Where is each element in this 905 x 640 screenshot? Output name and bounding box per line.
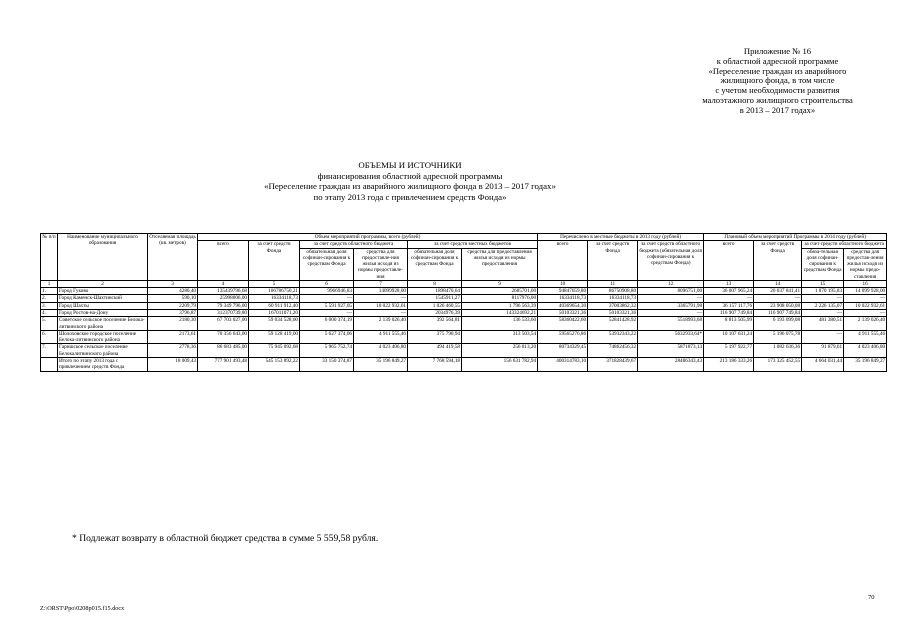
- header-planned-excess: средства для предостав-ления жилья исходя из нормы предо-ставления: [844, 248, 887, 280]
- value-cell: 4 911 555,46: [354, 330, 408, 344]
- header-volume-fund: за счет средств Фонда: [249, 241, 300, 281]
- title-line: ОБЪЕМЫ И ИСТОЧНИКИ: [358, 160, 462, 170]
- value-cell: 1 026 460,55: [408, 302, 462, 309]
- value-cell: —: [844, 295, 887, 302]
- value-cell: 2173,61: [148, 330, 198, 344]
- value-cell: 16334118,73: [588, 295, 638, 302]
- municipality-cell: Итого по этапу 2013 года с привлечением средств Фонда: [58, 358, 148, 372]
- value-cell: 106786750,21: [249, 288, 300, 295]
- value-cell: 10 107 631,24: [704, 330, 754, 344]
- value-cell: 1 082 636,36: [754, 344, 802, 358]
- value-cell: 1 796 563,39: [462, 302, 538, 309]
- row-number-cell: 6.: [41, 330, 58, 344]
- value-cell: 1545911,27: [408, 295, 462, 302]
- municipality-cell: Город Гуково: [58, 288, 148, 295]
- value-cell: 2778,36: [148, 344, 198, 358]
- value-cell: —: [802, 330, 844, 344]
- value-cell: 545 153 892,22: [249, 358, 300, 372]
- value-cell: 8117976,00: [462, 295, 538, 302]
- value-cell: 4 023 406,80: [354, 344, 408, 358]
- table-row: [41, 288, 887, 295]
- value-cell: —: [300, 309, 354, 316]
- value-cell: 50103321,36: [538, 309, 588, 316]
- value-cell: 5 197 922,77: [704, 344, 754, 358]
- value-cell: 256 813,20: [462, 344, 538, 358]
- municipality-cell: Город Каменск-Шахтинский: [58, 295, 148, 302]
- column-number: 8: [408, 281, 462, 288]
- column-number: 13: [704, 281, 754, 288]
- municipality-cell: Советское сельское поселение Белока-литвинского района: [58, 317, 148, 331]
- value-cell: 35 196 849,27: [844, 358, 887, 372]
- total-row: [41, 358, 887, 372]
- value-cell: 375 790,94: [408, 330, 462, 344]
- value-cell: 4 664 031,44: [802, 358, 844, 372]
- value-cell: 400314783,10: [538, 358, 588, 372]
- annex-line: к областной адресной программе: [716, 55, 839, 66]
- value-cell: 28486343,43: [638, 358, 704, 372]
- value-cell: 5518993,68: [638, 317, 704, 331]
- value-cell: 4 911 555,46: [844, 330, 887, 344]
- value-cell: —: [354, 309, 408, 316]
- row-number-cell: 3.: [41, 302, 58, 309]
- header-transferred-fund: за счет средств Фонда: [588, 241, 638, 281]
- value-cell: 136 533,60: [462, 317, 538, 331]
- header-area: Отселяемая площадь (кв. метров): [148, 234, 198, 281]
- column-number: 16: [844, 281, 887, 288]
- column-number: 6: [300, 281, 354, 288]
- table-row: [41, 344, 887, 358]
- value-cell: 2 226 135,07: [802, 302, 844, 309]
- header-oblig-regional: обязательная доля софинан-сирования к средствам Фонда: [300, 248, 354, 280]
- annex-block: [660, 47, 895, 116]
- value-cell: 14 099 928,00: [844, 288, 887, 295]
- column-number: 11: [588, 281, 638, 288]
- value-cell: 4280,40: [148, 288, 198, 295]
- value-cell: 116 907 749,84: [704, 309, 754, 316]
- header-municipality: Наименование муниципального образования: [58, 234, 148, 281]
- value-cell: 2 139 026,40: [354, 317, 408, 331]
- value-cell: 86 683 485,00: [198, 344, 249, 358]
- financing-table: [40, 233, 887, 372]
- municipality-cell: Город Шахты: [58, 302, 148, 309]
- value-cell: 143324692,21: [462, 309, 538, 316]
- value-cell: 2180,30: [148, 317, 198, 331]
- municipality-cell: Город Ростов-на-Дону: [58, 309, 148, 316]
- annex-line: с учетом необходимости развития: [715, 85, 840, 96]
- value-cell: —: [844, 309, 887, 316]
- column-number: 1: [41, 281, 58, 288]
- value-cell: 40369654,30: [538, 302, 588, 309]
- value-cell: —: [300, 295, 354, 302]
- value-cell: 59 128 419,00: [249, 330, 300, 344]
- column-number: 14: [754, 281, 802, 288]
- value-cell: —: [704, 295, 754, 302]
- value-cell: 2 139 026,40: [844, 317, 887, 331]
- value-cell: 37003862,32: [588, 302, 638, 309]
- value-cell: 8096751,00: [638, 288, 704, 295]
- column-number: 7: [354, 281, 408, 288]
- row-number-cell: [41, 358, 58, 372]
- value-cell: 35 196 849,27: [354, 358, 408, 372]
- value-cell: 3365791,98: [638, 302, 704, 309]
- row-number-cell: 5.: [41, 317, 58, 331]
- value-cell: 58360422,60: [538, 317, 588, 331]
- value-cell: 167011071,20: [249, 309, 300, 316]
- header-planned: Плановый объем мероприятий Программы в 2014 году (рублей): [704, 234, 887, 241]
- annex-line: «Переселение граждан из аварийного: [708, 65, 847, 76]
- value-cell: 52841428,92: [588, 317, 638, 331]
- table-row: [41, 330, 887, 344]
- value-cell: 16334118,73: [249, 295, 300, 302]
- value-cell: 14099928,00: [354, 288, 408, 295]
- value-cell: 33 150 374,87: [300, 358, 354, 372]
- municipality-cell: Шолоховское городское поселение Белока-литвинского района: [58, 330, 148, 344]
- value-cell: 6 000 374,19: [300, 317, 354, 331]
- annex-line: Приложение № 16: [743, 46, 812, 56]
- value-cell: —: [638, 309, 704, 316]
- file-path: Z:\ORST\Ppo\0208p015.f15.docx: [40, 605, 125, 612]
- header-planned-total: всего: [704, 241, 754, 281]
- value-cell: 392 564,81: [408, 317, 462, 331]
- value-cell: 5 965 752,74: [300, 344, 354, 358]
- title-line: финансирования областной адресной программы: [317, 170, 503, 181]
- value-cell: 53932343,22: [588, 330, 638, 344]
- value-cell: 2685701,00: [462, 288, 538, 295]
- value-cell: 20 037 841,41: [754, 288, 802, 295]
- table-row: [41, 302, 887, 309]
- value-cell: 590,10: [148, 295, 198, 302]
- value-cell: 5 196 075,78: [754, 330, 802, 344]
- value-cell: 36 007 965,24: [704, 288, 754, 295]
- value-cell: 10 022 932,61: [354, 302, 408, 309]
- value-cell: 173 325 452,55: [754, 358, 802, 372]
- column-number: 10: [538, 281, 588, 288]
- row-number-cell: 4.: [41, 309, 58, 316]
- value-cell: 1 870 195,83: [802, 288, 844, 295]
- header-num: № п/п: [41, 234, 58, 281]
- value-cell: 313 503,54: [462, 330, 538, 344]
- value-cell: 213 186 333,26: [704, 358, 754, 372]
- value-cell: 36 157 117,76: [704, 302, 754, 309]
- value-cell: 9966946,83: [300, 288, 354, 295]
- column-number: 4: [198, 281, 249, 288]
- value-cell: 67 703 027,00: [198, 317, 249, 331]
- value-cell: 50103321,36: [588, 309, 638, 316]
- value-cell: 23 908 050,08: [754, 302, 802, 309]
- column-number: 2: [58, 281, 148, 288]
- value-cell: —: [802, 309, 844, 316]
- value-cell: 59565276,86: [538, 330, 588, 344]
- column-number: 3: [148, 281, 198, 288]
- value-cell: 91 879,61: [802, 344, 844, 358]
- annex-line: малоэтажного жилищного строительства: [702, 94, 853, 105]
- document-title: [180, 160, 640, 202]
- header-excess-regional: средства для предоставле-ния жилья исходя из нормы предоставле-ния: [354, 248, 408, 280]
- value-cell: 777 901 493,48: [198, 358, 249, 372]
- value-cell: 60 911 912,40: [249, 302, 300, 309]
- value-cell: 6 193 099,08: [754, 317, 802, 331]
- value-cell: 494 419,58: [408, 344, 462, 358]
- value-cell: 371828439,67: [588, 358, 638, 372]
- value-cell: 74862456,32: [588, 344, 638, 358]
- value-cell: 5632933,64*: [638, 330, 704, 344]
- table-row: [41, 309, 887, 316]
- value-cell: 1898470,64: [408, 288, 462, 295]
- header-volume-local: за счет средств местных бюджетов: [408, 241, 538, 248]
- value-cell: 135439796,68: [198, 288, 249, 295]
- header-volume: Объем мероприятий программы, всего (рублей): [198, 234, 538, 241]
- header-volume-regional: за счет средств областного бюджета: [300, 241, 408, 248]
- value-cell: —: [802, 295, 844, 302]
- value-cell: 5 591 927,05: [300, 302, 354, 309]
- value-cell: 3796,87: [148, 309, 198, 316]
- value-cell: 312370739,80: [198, 309, 249, 316]
- header-planned-fund: за счет средств Фонда: [754, 241, 802, 281]
- column-number: 5: [249, 281, 300, 288]
- value-cell: 481 380,51: [802, 317, 844, 331]
- value-cell: 7 768 594,18: [408, 358, 462, 372]
- row-number-cell: 2.: [41, 295, 58, 302]
- table-row: [41, 295, 887, 302]
- row-number-cell: 1.: [41, 288, 58, 295]
- value-cell: 18 009,43: [148, 358, 198, 372]
- footnote: * Подлежат возврату в областной бюджет средства в сумме 5 559,58 рубля.: [72, 533, 379, 544]
- header-excess-local: средства для предоставления жилья исходя из нормы предоставления: [462, 248, 538, 280]
- row-number-cell: 7.: [41, 344, 58, 358]
- column-number: 15: [802, 281, 844, 288]
- table-row: [41, 317, 887, 331]
- value-cell: 4 023 406,80: [844, 344, 887, 358]
- column-number: 12: [638, 281, 704, 288]
- value-cell: 25998006,00: [198, 295, 249, 302]
- header-transferred-regional: за счет средств областного бюджета (обязательная доля софинан-сирования к средствам Фонда): [638, 241, 704, 281]
- value-cell: 59 034 528,00: [249, 317, 300, 331]
- annex-line: жилищного фонда, в том числе: [720, 75, 835, 86]
- column-number: 9: [462, 281, 538, 288]
- value-cell: 2209,79: [148, 302, 198, 309]
- value-cell: 16334118,73: [538, 295, 588, 302]
- value-cell: 116 907 749,84: [754, 309, 802, 316]
- value-cell: 2034976,39: [408, 309, 462, 316]
- value-cell: 86750908,80: [588, 288, 638, 295]
- value-cell: 8 813 505,99: [704, 317, 754, 331]
- value-cell: 5 627 374,06: [300, 330, 354, 344]
- header-oblig-local: обязательная доля софинан-сирования к средствам Фонда: [408, 248, 462, 280]
- title-line: по этапу 2013 года с привлечением средств Фонда»: [313, 191, 507, 202]
- value-cell: 5871873,13: [638, 344, 704, 358]
- header-transferred-total: всего: [538, 241, 588, 281]
- annex-line: в 2013 – 2017 годах»: [739, 104, 816, 115]
- column-number-row: [41, 281, 887, 288]
- header-planned-oblig: обяза-тельная доля софинан-сирования к средствам Фонда: [802, 248, 844, 280]
- value-cell: 80734329,45: [538, 344, 588, 358]
- value-cell: 10 022 932,61: [844, 302, 887, 309]
- title-line: «Переселение граждан из аварийного жилищного фонда в 2013 – 2017 годах»: [264, 181, 556, 191]
- page-number: 70: [868, 594, 875, 601]
- municipality-cell: Гарншское сельское поселение Белокалитвинского района: [58, 344, 148, 358]
- value-cell: —: [354, 295, 408, 302]
- header-planned-regional: за счет средств областного бюджета: [802, 241, 887, 248]
- header-volume-total: всего: [198, 241, 249, 281]
- value-cell: 94847659,80: [538, 288, 588, 295]
- value-cell: —: [638, 295, 704, 302]
- value-cell: 75 945 092,68: [249, 344, 300, 358]
- value-cell: 70 356 643,00: [198, 330, 249, 344]
- header-transferred: Перечислено в местные бюджеты в 2013 году (рублей): [538, 234, 704, 241]
- value-cell: 156 631 782,94: [462, 358, 538, 372]
- value-cell: —: [754, 295, 802, 302]
- value-cell: 79 349 796,00: [198, 302, 249, 309]
